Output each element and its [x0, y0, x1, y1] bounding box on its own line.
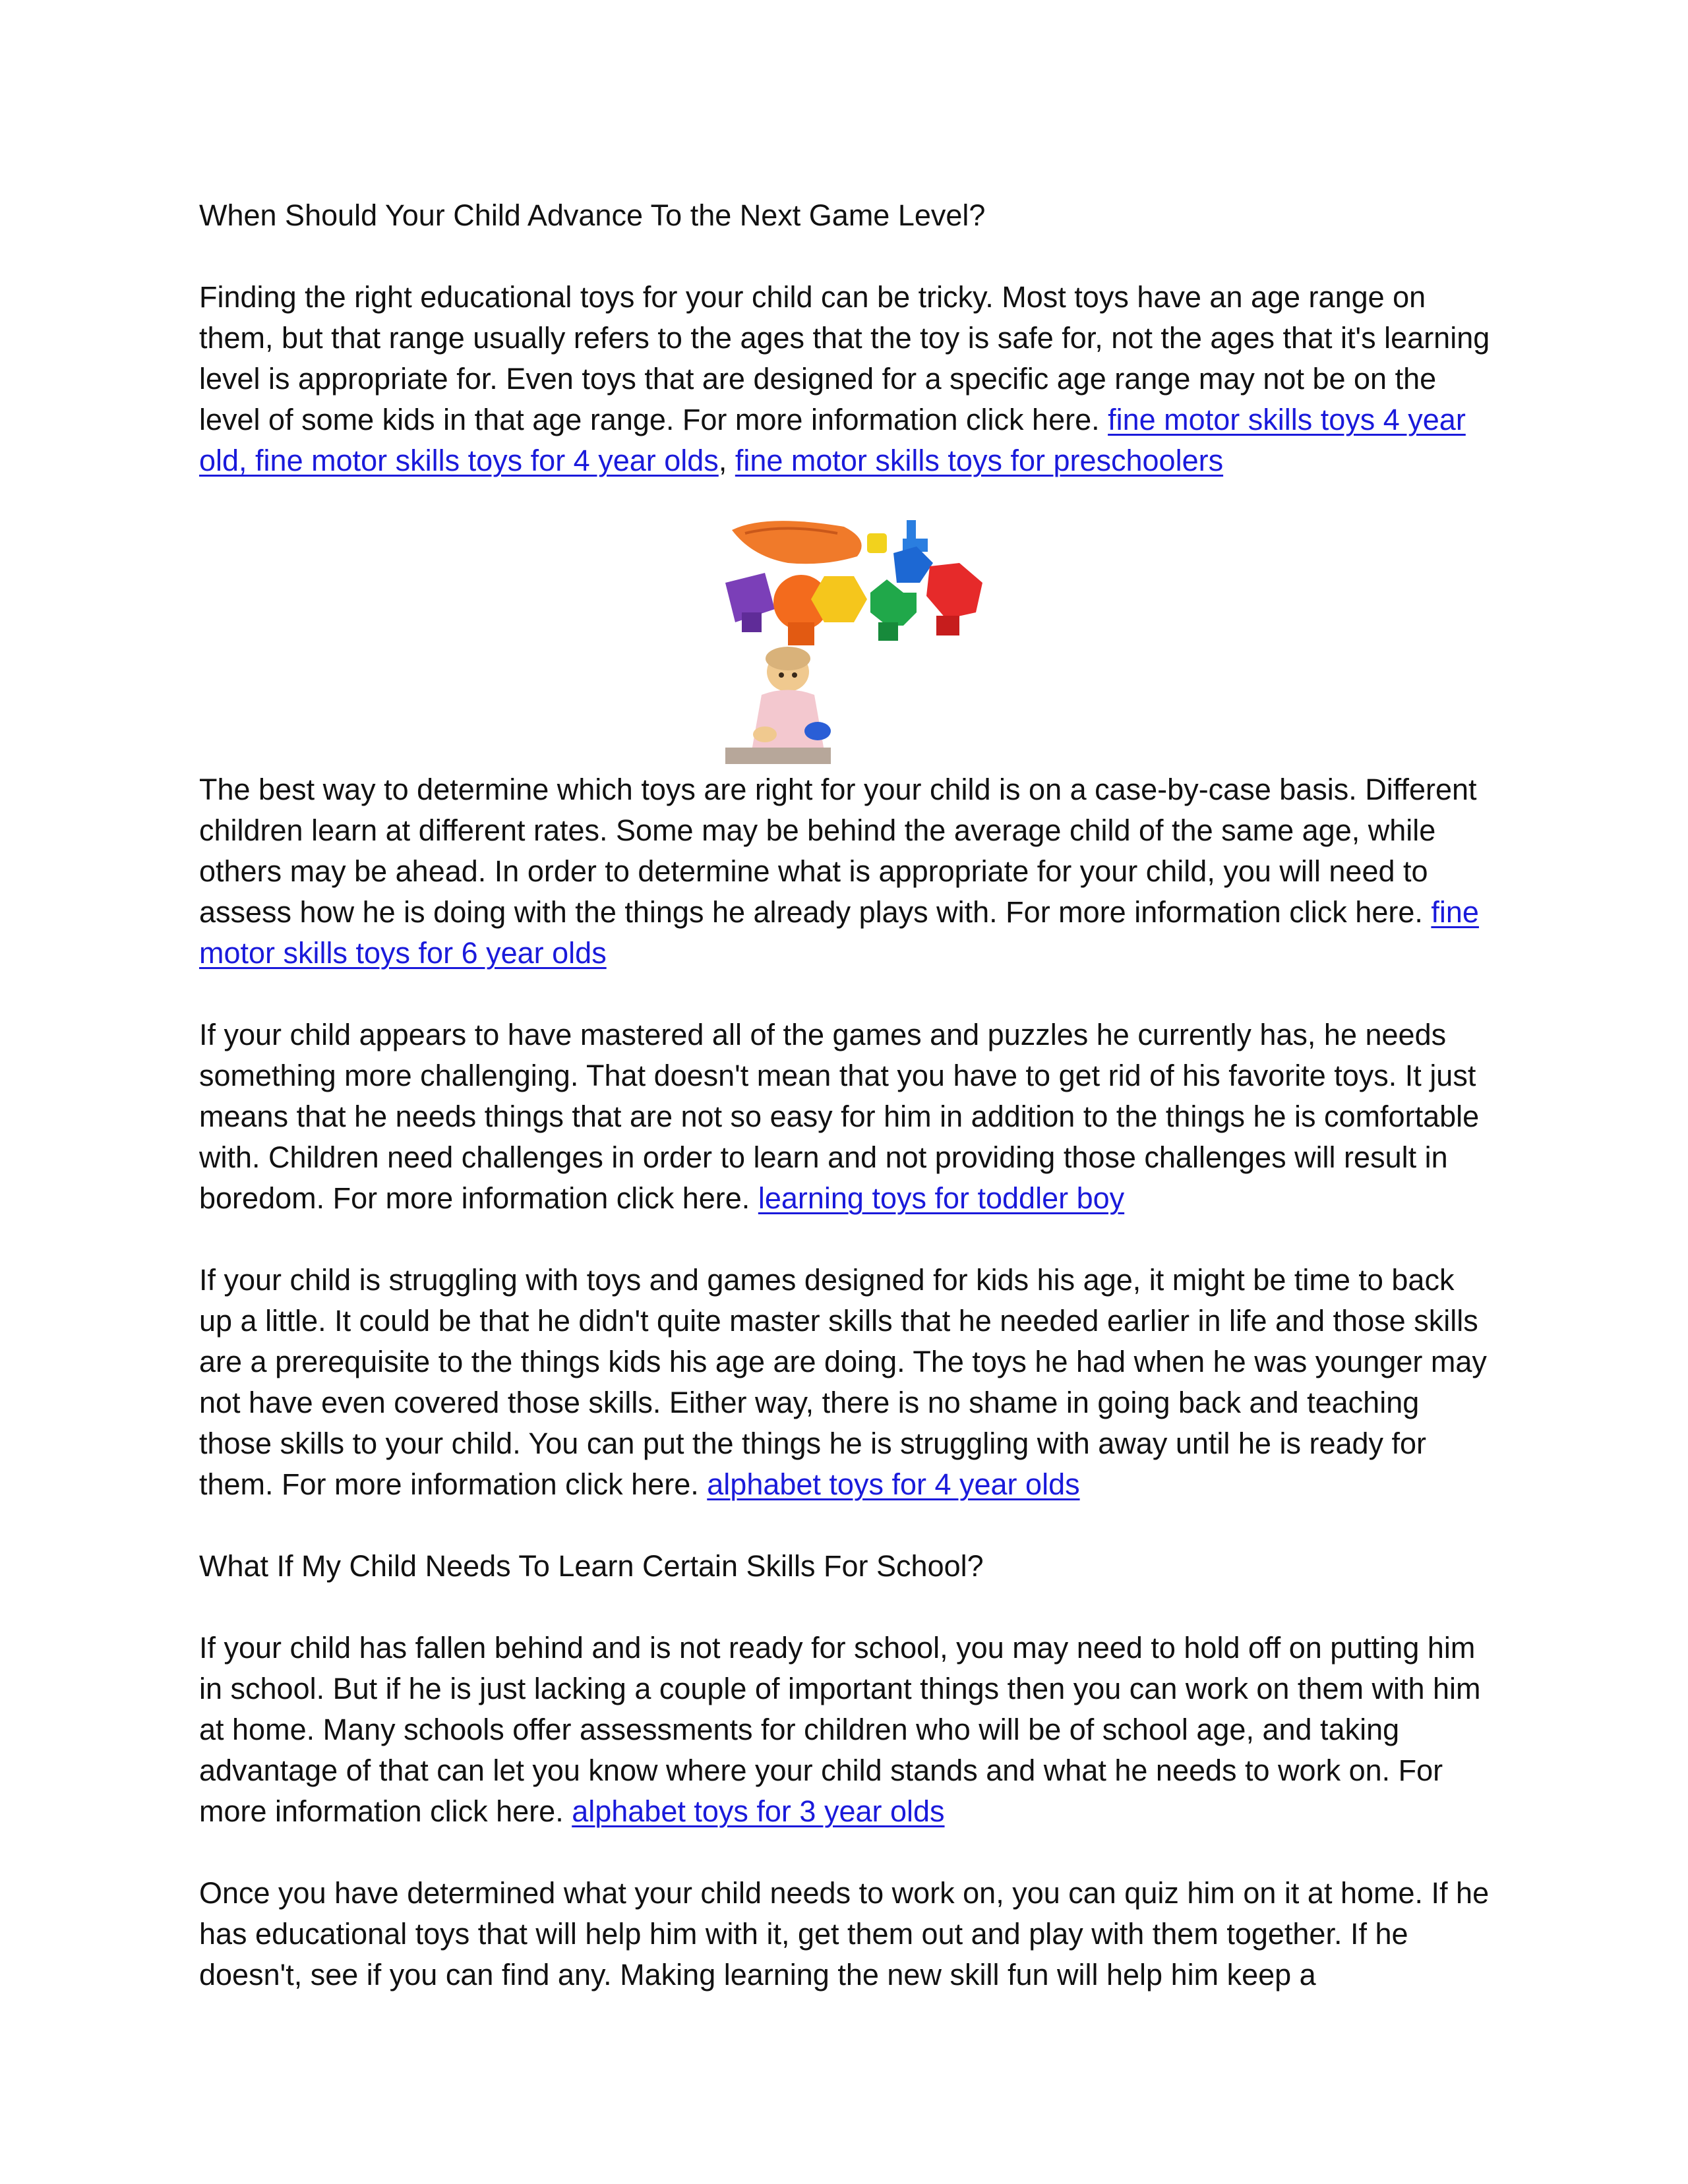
- paragraph-struggling: [199, 1260, 1492, 1505]
- link-fine-motor-skills-preschoolers[interactable]: fine motor skills toys for preschoolers: [735, 444, 1224, 477]
- paragraph-challenges: [199, 1015, 1492, 1219]
- paragraph-intro-text: Finding the right educational toys for your child can be tricky. Most toys have an age range on them, but that range usually refers to the ages that the toy is safe for, not the ages that it's learning level is appropriate for. Even toys that are designed for a specific age range may not be on the level of some kids in that age range. For more information click here.: [199, 280, 1490, 436]
- link-alphabet-toys-4-year-olds[interactable]: alphabet toys for 4 year olds: [707, 1467, 1080, 1501]
- paragraph-case-by-case: [199, 769, 1492, 974]
- paragraph-intro: [199, 277, 1492, 481]
- paragraph-case-by-case-text: The best way to determine which toys are right for your child is on a case-by-case basis. Different children learn at different rates. Some may be behind the average child of the same age, while others may be ahead. In order to determine what is appropriate for your child, you will need to assess how he is doing with the things he already plays with. For more information click here.: [199, 773, 1477, 929]
- paragraph-school-ready-text: If your child has fallen behind and is not ready for school, you may need to hold off on putting him in school. But if he is just lacking a couple of important things then you can work on them with him at home. Many schools offer assessments for children who will be of school age, and taking advantage of that can let you know where your child stands and what he needs to work on. For more information click here.: [199, 1631, 1481, 1828]
- section-heading-next-level: When Should Your Child Advance To the Next Game Level?: [199, 198, 986, 232]
- paragraph-challenges-text: If your child appears to have mastered all of the games and puzzles he currently has, he needs something more challenging. That doesn't mean that you have to get rid of his favorite toys. It just means that he needs things that are not so easy for him in addition to the things he is comfortable with. Children need challenges in order to learn and not providing those challenges will result in boredom. For more information click here.: [199, 1018, 1480, 1215]
- document-body: [199, 195, 1492, 2036]
- section-heading-school-skills: What If My Child Needs To Learn Certain Skills For School?: [199, 1549, 984, 1583]
- link-fine-motor-skills-4-year-old[interactable]: fine motor skills toys 4 year old, fine motor skills toys for 4 year olds: [199, 403, 1466, 477]
- link-alphabet-toys-3-year-olds[interactable]: alphabet toys for 3 year olds: [572, 1794, 945, 1828]
- paragraph-school-ready: [199, 1628, 1492, 1832]
- link-learning-toys-toddler-boy[interactable]: learning toys for toddler boy: [758, 1181, 1125, 1215]
- toy-photo-illustration: [725, 517, 989, 764]
- paragraph-struggling-text: If your child is struggling with toys and games designed for kids his age, it might be time to back up a little. It could be that he didn't quite master skills that he needed earlier in life and those skills are a prerequisite to the things kids his age are doing. The toys he had when he was younger may not have even covered those skills. Either way, there is no shame in going back and teaching those skills to your child. You can put the things he is struggling with away until he is ready for them. For more information click here.: [199, 1263, 1487, 1501]
- paragraph-quiz-at-home: Once you have determined what your child needs to work on, you can quiz him on it at home. If he has educational toys that will help him with it, get them out and play with them together. If he doesn't, see if you can find any. Making learning the new skill fun will help him keep a: [199, 1876, 1490, 1992]
- toy-photo: [725, 517, 989, 764]
- link-fine-motor-skills-6-year-olds[interactable]: fine motor skills toys for 6 year olds: [199, 895, 1479, 970]
- link-separator: ,: [718, 444, 735, 477]
